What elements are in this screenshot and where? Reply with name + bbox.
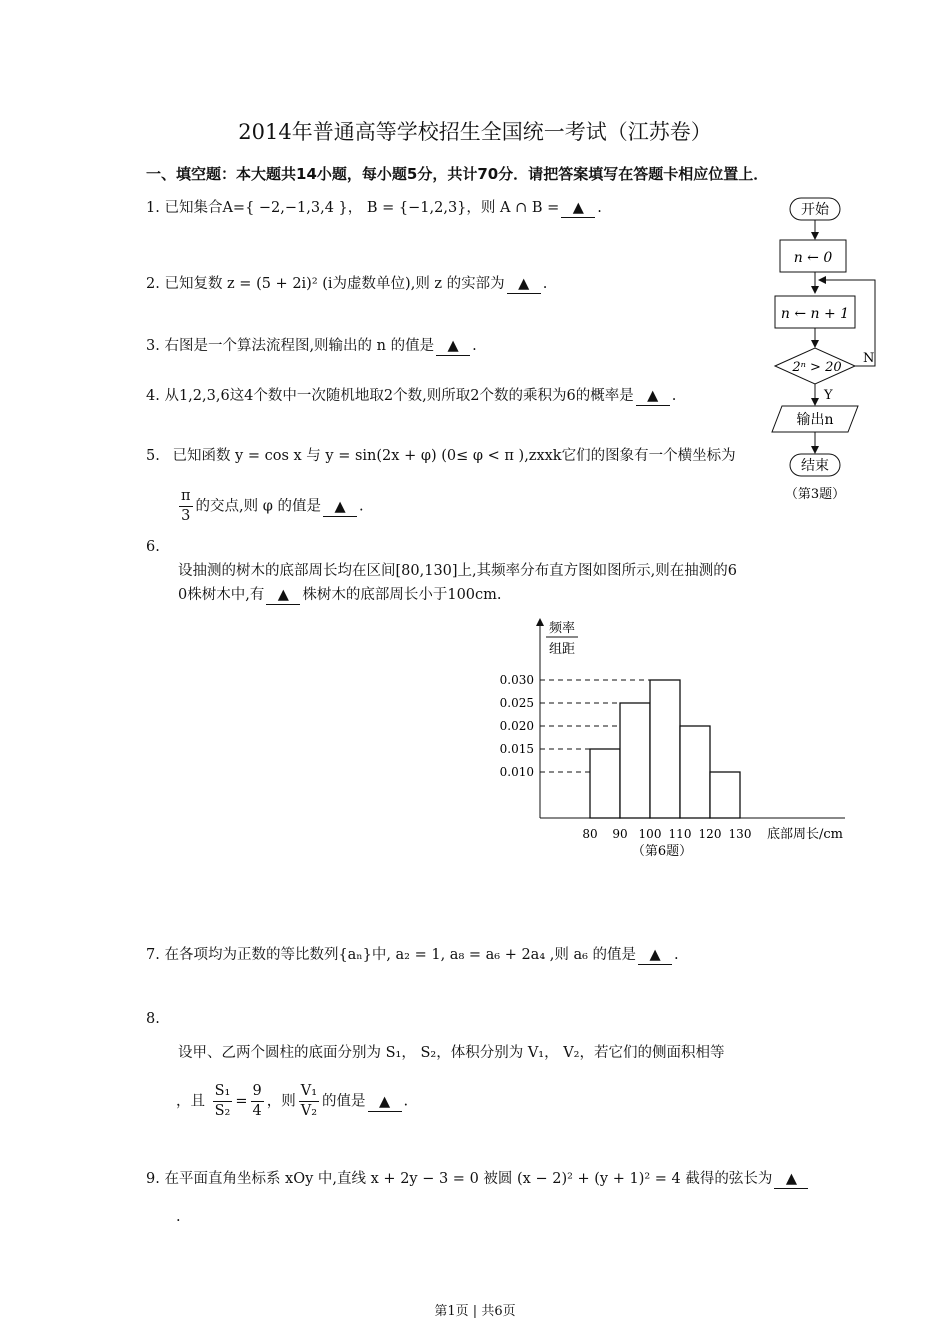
flow-no-label: N: [863, 351, 875, 366]
fraction-denominator: 3: [181, 508, 191, 524]
answer-blank[interactable]: ▲: [774, 1170, 808, 1189]
question-number: 9.: [146, 1171, 160, 1187]
fraction-numerator: V₁: [299, 1082, 319, 1102]
answer-blank[interactable]: ▲: [638, 946, 672, 965]
question-end: .: [674, 947, 679, 963]
x-tick-label: 80: [582, 827, 598, 841]
flow-step-label: n ← n + 1: [780, 306, 850, 322]
question-6-line1: 设抽测的树木的底部周长均在区间[80,130]上,其频率分布直方图如图所示,则在抽测的6: [178, 563, 737, 579]
flow-init-label: n ← 0: [793, 250, 833, 266]
question-5: [146, 445, 736, 467]
flow-yes-label: Y: [824, 388, 833, 403]
question-end: .: [542, 276, 548, 292]
fraction-s1-s2: [213, 1082, 233, 1121]
answer-blank[interactable]: ▲: [266, 586, 300, 605]
x-tick-label: 130: [728, 827, 752, 841]
equals-sign: =: [235, 1093, 248, 1110]
question-6-number: 6.: [146, 539, 160, 555]
question-end: .: [359, 498, 364, 515]
y-axis-label-numerator: 频率: [548, 621, 576, 636]
flow-condition-label: 2ⁿ > 20: [792, 360, 842, 375]
answer-blank[interactable]: ▲: [323, 498, 357, 517]
question-number: 7.: [146, 947, 160, 963]
question-number: 1.: [146, 200, 160, 216]
x-axis-label: 底部周长/cm: [767, 827, 843, 842]
y-tick-label: 0.020: [499, 719, 534, 733]
question-text: 的交点,则 φ 的值是: [195, 498, 322, 515]
histogram-bar: [590, 749, 620, 818]
question-7: [146, 944, 679, 966]
fraction-denominator: V₂: [300, 1103, 318, 1119]
question-end: .: [403, 1093, 409, 1110]
question-text: 在各项均为正数的等比数列{aₙ}中, a₂ = 1, a₈ = a₆ + 2a₄ ,则 a₆ 的值是: [164, 947, 637, 963]
question-text: 株树木的底部周长小于100cm.: [302, 587, 502, 603]
section-heading: 一、填空题：本大题共14小题，每小题5分，共计70分．请把答案填写在答题卡相应位置上．: [146, 165, 769, 183]
y-axis-label-denominator: 组距: [548, 642, 576, 657]
question-text: 已知函数 y = cos x 与 y = sin(2x + φ) (0≤ φ < π ),zxxk它们的图象有一个横坐标为: [172, 448, 736, 464]
question-9: [146, 1168, 810, 1190]
question-1: [146, 197, 602, 219]
answer-blank[interactable]: ▲: [561, 199, 595, 218]
question-text: 在平面直角坐标系 xOy 中,直线 x + 2y − 3 = 0 被圆 (x − 2)² + (y + 1)² = 4 截得的弦长为: [164, 1171, 773, 1187]
question-2: [146, 273, 547, 295]
fraction-denominator: 4: [252, 1103, 262, 1119]
question-number: 3.: [146, 338, 160, 354]
flow-end-label: 结束: [801, 458, 829, 474]
question-text: 已知集合A={ −2,−1,3,4 }， B = {−1,2,3}，则 A ∩ B =: [164, 200, 560, 216]
question-end: .: [671, 388, 677, 404]
question-text: 0株树木中,有: [178, 587, 265, 603]
flow-caption: （第3题）: [784, 487, 846, 502]
question-end: .: [472, 338, 477, 354]
x-tick-label: 100: [638, 827, 662, 841]
question-text: 右图是一个算法流程图,则输出的 n 的值是: [164, 338, 435, 354]
flow-start-label: 开始: [801, 202, 829, 218]
question-end: .: [597, 200, 602, 216]
question-8-line1: 设甲、乙两个圆柱的底面分别为 S₁， S₂，体积分别为 V₁， V₂，若它们的侧面积相等: [178, 1045, 725, 1061]
y-tick-label: 0.015: [499, 742, 534, 756]
question-text: 的值是: [322, 1093, 366, 1110]
histogram-bar: [650, 680, 680, 818]
x-tick-label: 110: [668, 827, 692, 841]
question-9-end: .: [176, 1209, 181, 1225]
page-title: 2014年普通高等学校招生全国统一考试（江苏卷）: [238, 120, 712, 144]
chart-caption: （第6题）: [631, 844, 693, 859]
answer-blank[interactable]: ▲: [368, 1093, 402, 1112]
question-text: ，则: [266, 1093, 296, 1110]
question-6-line2: [178, 584, 502, 606]
question-5-line2: [176, 487, 364, 526]
question-4: [146, 385, 676, 407]
y-tick-label: 0.010: [499, 765, 534, 779]
question-8-line2: [176, 1082, 408, 1121]
answer-blank[interactable]: ▲: [636, 387, 670, 406]
question-number: 2.: [146, 276, 160, 292]
page-footer: 第1页 | 共6页: [434, 1304, 516, 1319]
question-number: 5.: [146, 448, 160, 464]
histogram-bar: [620, 703, 650, 818]
histogram-bar: [680, 726, 710, 818]
x-tick-label: 90: [612, 827, 628, 841]
flow-output-label: 输出n: [796, 412, 834, 428]
histogram-chart: [490, 610, 860, 870]
y-tick-label: 0.025: [499, 696, 534, 710]
answer-blank[interactable]: ▲: [436, 337, 470, 356]
question-3: [146, 335, 477, 357]
question-number: 4.: [146, 388, 160, 404]
fraction-numerator: π: [179, 487, 193, 507]
fraction-v1-v2: [299, 1082, 319, 1121]
question-text: ，且: [176, 1093, 205, 1110]
question-text: 从1,2,3,6这4个数中一次随机地取2个数,则所取2个数的乘积为6的概率是: [164, 388, 634, 404]
x-tick-label: 120: [698, 827, 722, 841]
question-8-number: 8.: [146, 1011, 160, 1027]
fraction-pi-over-3: [179, 487, 193, 526]
question-text: 已知复数 z = (5 + 2i)² (i为虚数单位),则 z 的实部为: [164, 276, 505, 292]
flowchart: [760, 190, 890, 510]
answer-blank[interactable]: ▲: [507, 275, 541, 294]
fraction-9-4: [251, 1082, 264, 1121]
histogram-bar: [710, 772, 740, 818]
fraction-numerator: 9: [251, 1082, 264, 1102]
fraction-denominator: S₂: [214, 1103, 231, 1119]
fraction-numerator: S₁: [213, 1082, 233, 1102]
y-tick-label: 0.030: [499, 673, 534, 687]
